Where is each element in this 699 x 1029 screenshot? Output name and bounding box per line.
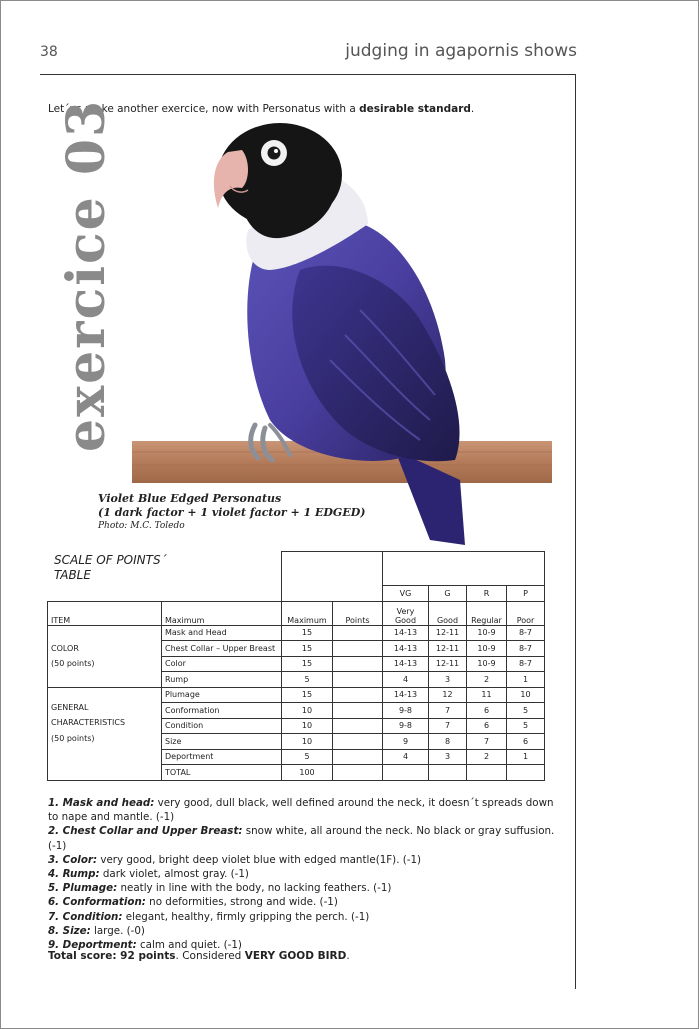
photo-caption [98, 492, 365, 531]
row-item: Size [162, 734, 282, 750]
note-item [48, 867, 558, 881]
row-vg: 9-8 [383, 703, 429, 719]
table-title [54, 553, 204, 583]
scale-of-points-table [47, 551, 544, 781]
grade-code-p: P [507, 586, 545, 602]
grade-code-vg: VG [383, 586, 429, 602]
group-label: COLOR [51, 644, 79, 653]
row-max: 15 [282, 641, 333, 657]
row-p: 6 [507, 734, 545, 750]
note-label: 8. Size: [48, 924, 91, 937]
row-item: Deportment [162, 749, 282, 765]
row-max: 5 [282, 672, 333, 688]
note-label: 2. Chest Collar and Upper Breast: [48, 825, 243, 838]
row-p: 8-7 [507, 641, 545, 657]
row-vg: 9-8 [383, 718, 429, 734]
note-item [48, 796, 558, 824]
table-title-line1: SCALE OF POINTS´ [54, 553, 167, 567]
row-vg: 14-13 [383, 625, 429, 641]
note-item [48, 824, 558, 852]
header-good: Good [429, 601, 467, 625]
row-p: 10 [507, 687, 545, 703]
note-label: 4. Rump: [48, 868, 100, 881]
grade-code-g: G [429, 586, 467, 602]
row-max: 15 [282, 625, 333, 641]
total-score-value: Total score: 92 points [48, 950, 176, 962]
total-score-verdict: VERY GOOD BIRD [244, 950, 347, 962]
note-text: very good, dull black, well defined around the neck, it doesn´t spreads down to nape and mantle. (-1) [48, 797, 554, 824]
total-score [48, 950, 350, 962]
note-label: 1. Mask and head: [48, 797, 155, 809]
row-max: 10 [282, 718, 333, 734]
photo-credit: Photo: M.C. Toledo [98, 521, 185, 531]
row-max: 15 [282, 687, 333, 703]
running-head: judging in agapornis shows [345, 41, 577, 61]
row-points [333, 703, 383, 719]
total-score-end: . [346, 950, 350, 962]
judging-notes [48, 796, 558, 952]
exercise-title: exercice 03 [56, 98, 117, 452]
row-item: Color [162, 656, 282, 672]
row-r: 6 [467, 718, 507, 734]
group-sub: (50 points) [51, 733, 95, 743]
header-very-good: Very Good [383, 601, 429, 625]
row-r: 10-9 [467, 656, 507, 672]
side-rule [575, 74, 576, 989]
page-number: 38 [40, 44, 58, 60]
row-max: 10 [282, 734, 333, 750]
row-points [333, 641, 383, 657]
note-text: dark violet, almost gray. (-1) [99, 868, 249, 881]
row-r: 10-9 [467, 625, 507, 641]
note-item [48, 910, 558, 924]
row-r: 7 [467, 734, 507, 750]
row-g: 3 [429, 672, 467, 688]
note-text: snow white, all around the neck. No black or gray suffusion. (-1) [48, 825, 555, 852]
row-max: 10 [282, 703, 333, 719]
row-p: 1 [507, 749, 545, 765]
intro-text: Let´us make another exercice, now with Personatus with a [48, 103, 360, 115]
row-g: 12-11 [429, 641, 467, 657]
note-text: elegant, healthy, firmly gripping the perch. (-1) [122, 910, 370, 923]
row-max: 5 [282, 749, 333, 765]
note-item [48, 924, 558, 938]
header-poor: Poor [507, 601, 545, 625]
note-item [48, 853, 558, 867]
total-score-text: . Considered [175, 950, 245, 962]
note-item [48, 895, 558, 909]
header-maximum-a: Maximum [162, 601, 282, 625]
row-g: 7 [429, 703, 467, 719]
header-rule [40, 74, 576, 75]
note-text: very good, bright deep violet blue with edged mantle(1F). (-1) [97, 853, 422, 866]
row-points [333, 687, 383, 703]
row-points [333, 625, 383, 641]
row-g: 7 [429, 718, 467, 734]
row-r: 2 [467, 749, 507, 765]
row-item: Rump [162, 672, 282, 688]
row-p: 1 [507, 672, 545, 688]
grade-code-r: R [467, 586, 507, 602]
row-max: 15 [282, 656, 333, 672]
row-vg: 9 [383, 734, 429, 750]
row-points [333, 718, 383, 734]
header-points: Points [333, 601, 383, 625]
row-g: 12-11 [429, 656, 467, 672]
group-general-characteristics [48, 687, 162, 780]
header-item: ITEM [48, 601, 162, 625]
row-r: 6 [467, 703, 507, 719]
row-p: 5 [507, 703, 545, 719]
group-label: GENERAL CHARACTERISTICS [51, 702, 126, 727]
row-item: Conformation [162, 703, 282, 719]
group-sub: (50 points) [51, 659, 95, 668]
row-points [333, 656, 383, 672]
row-r: 2 [467, 672, 507, 688]
row-g: 12-11 [429, 625, 467, 641]
note-label: 9. Deportment: [48, 939, 137, 952]
row-g: 3 [429, 749, 467, 765]
note-label: 5. Plumage: [48, 882, 118, 895]
row-p: 8-7 [507, 656, 545, 672]
group-color [48, 625, 162, 687]
note-label: 6. Conformation: [48, 896, 146, 909]
note-item [48, 881, 558, 895]
row-vg: 14-13 [383, 656, 429, 672]
note-text: neatly in line with the body, no lacking feathers. (-1) [117, 882, 392, 895]
row-r: 10-9 [467, 641, 507, 657]
note-label: 7. Condition: [48, 910, 123, 923]
row-item: Chest Collar – Upper Breast [162, 641, 282, 657]
row-vg: 4 [383, 672, 429, 688]
total-max: 100 [282, 765, 333, 781]
row-vg: 14-13 [383, 641, 429, 657]
note-text: large. (-0) [90, 924, 145, 937]
row-p: 5 [507, 718, 545, 734]
note-label: 3. Color: [48, 853, 98, 866]
intro-end: . [470, 103, 475, 115]
row-r: 11 [467, 687, 507, 703]
caption-subtitle: (1 dark factor + 1 violet factor + 1 EDGED) [98, 506, 366, 519]
row-vg: 4 [383, 749, 429, 765]
table-title-line2: TABLE [54, 568, 91, 582]
row-item: Condition [162, 718, 282, 734]
caption-title: Violet Blue Edged Personatus [98, 492, 282, 505]
row-points [333, 672, 383, 688]
note-text: calm and quiet. (-1) [136, 939, 242, 952]
row-p: 8-7 [507, 625, 545, 641]
header-maximum-b: Maximum [282, 601, 333, 625]
intro-emphasis: desirable standard [359, 103, 471, 115]
header-regular: Regular [467, 601, 507, 625]
row-item: Plumage [162, 687, 282, 703]
row-points [333, 734, 383, 750]
total-label: TOTAL [162, 765, 282, 781]
row-points [333, 749, 383, 765]
row-vg: 14-13 [383, 687, 429, 703]
row-g: 12 [429, 687, 467, 703]
row-g: 8 [429, 734, 467, 750]
row-item: Mask and Head [162, 625, 282, 641]
note-text: no deformities, strong and wide. (-1) [145, 896, 338, 909]
